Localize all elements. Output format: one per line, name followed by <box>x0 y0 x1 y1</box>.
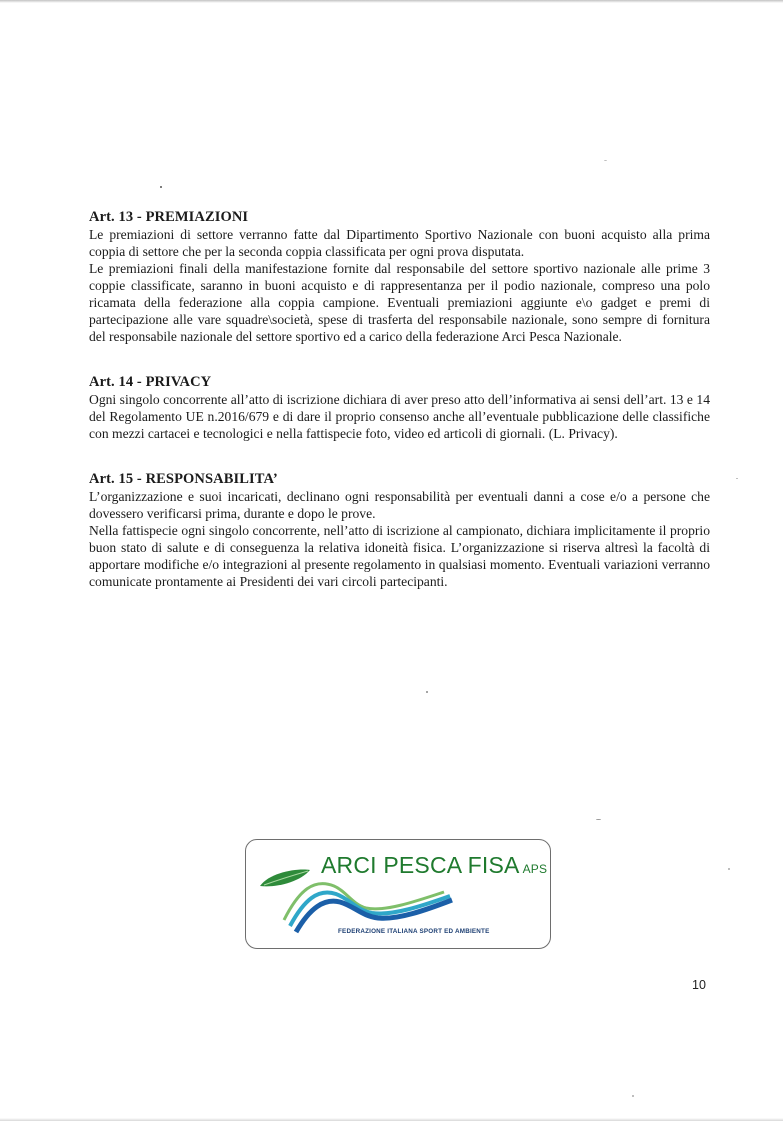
logo-subtitle: FEDERAZIONE ITALIANA SPORT ED AMBIENTE <box>338 928 490 935</box>
scan-speck <box>160 186 162 188</box>
article-13 <box>89 208 710 345</box>
scan-speck <box>596 819 601 820</box>
scan-speck <box>604 160 607 161</box>
article-14-title: Art. 14 - PRIVACY <box>89 374 212 390</box>
logo-name <box>321 852 547 879</box>
scan-top-edge <box>0 0 783 3</box>
article-15-paragraph-2: Nella fattispecie ogni singolo concorrente, nell’atto di iscrizione al campionato, dichiara implicitamente il proprio buon stato di salute e di conseguenza la relativa idoneità fisica. L’organizzazione si riserva altresì la facoltà di apportare modifiche e/o integrazioni al presente regolamento in qualsiasi momento. Eventuali variazioni verranno comunicate prontamente ai Presidenti dei vari circoli partecipanti. <box>89 523 710 589</box>
article-13-paragraph-2: Le premiazioni finali della manifestazione fornite dal responsabile del settore sportivo nazionale alle prime 3 coppie classificate, saranno in buoni acquisto e di rappresentanza per il podio nazionale, compreso una polo ricamata della federazione alla coppia campione. Eventuali premiazioni aggiunte e\o gadget e premi di partecipazione alle vare squadre\società, spese di trasferta del responsabile nazionale, sono sempre di fornitura del responsabile nazionale del settore sportivo ed a carico della federazione Arci Pesca Nazionale. <box>89 261 710 344</box>
federation-logo <box>245 839 551 949</box>
logo-name-text: ARCI PESCA FISA <box>321 852 520 878</box>
scan-speck <box>632 1095 634 1097</box>
article-13-paragraph-1: Le premiazioni di settore verranno fatte dal Dipartimento Sportivo Nazionale con buoni acquisto alla prima coppia di settore che per la seconda coppia classificata per ogni prova disputata. <box>89 227 710 259</box>
document-body <box>89 208 710 590</box>
article-13-title: Art. 13 - PREMIAZIONI <box>89 209 249 225</box>
page-number: 10 <box>692 978 706 992</box>
article-15-paragraph-1: L’organizzazione e suoi incaricati, declinano ogni responsabilità per eventuali danni a cose e/o a persone che dovessero verificarsi prima, durante e dopo le prove. <box>89 489 710 521</box>
article-14 <box>89 373 710 442</box>
article-14-paragraph-1: Ogni singolo concorrente all’atto di iscrizione dichiara di aver preso atto dell’informativa ai sensi dell’art. 13 e 14 del Regolamento UE n.2016/679 e di dare il proprio consenso anche all’eventuale pubblicazione delle classifiche con mezzi cartacei e tecnologici e nella fattispecie foto, video ed articoli di giornali. (L. Privacy). <box>89 392 710 441</box>
scan-speck <box>736 478 738 479</box>
article-15-title: Art. 15 - RESPONSABILITA’ <box>89 471 278 487</box>
scan-speck <box>728 868 730 870</box>
logo-suffix: APS <box>522 862 548 876</box>
article-15 <box>89 470 710 590</box>
scan-speck <box>426 691 428 693</box>
